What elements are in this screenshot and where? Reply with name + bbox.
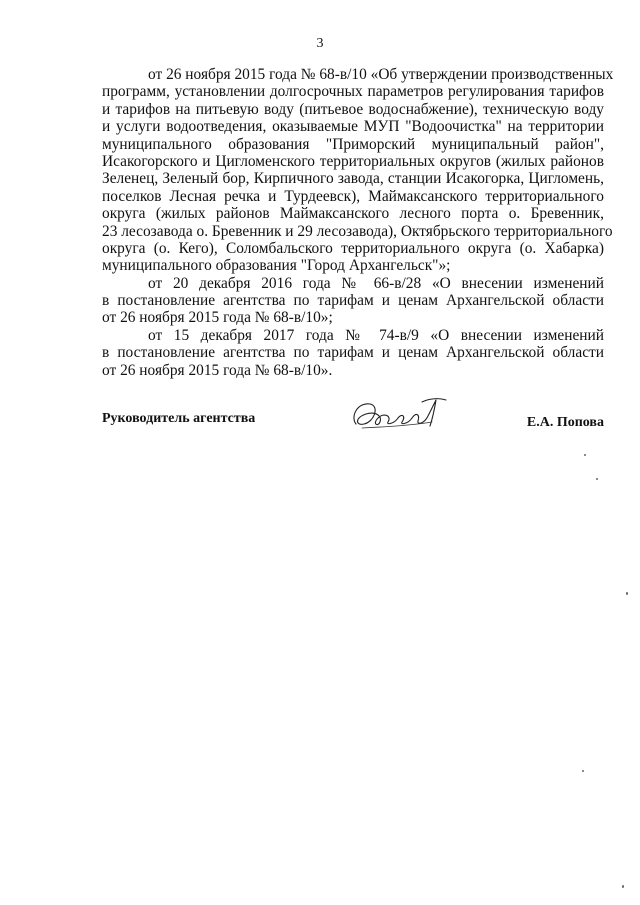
text-line: Зеленец, Зеленый бор, Кирпичного завода, станции Исакогорка, Цигломень, (102, 170, 604, 188)
text-line: от 26 ноября 2015 года № 68-в/10»; (102, 309, 333, 327)
text-line: округа (о. Кего), Соломбальского территориального округа (о. Хабарка) (102, 239, 604, 257)
text-line: в постановление агентства по тарифам и ценам Архангельской области (102, 344, 604, 362)
text-line: программ, установлении долгосрочных параметров регулирования тарифов (102, 83, 604, 101)
text-line: округа (жилых районов Маймаксанского лесного порта о. Бревенник, (102, 205, 604, 223)
document-body (102, 66, 614, 379)
text-line: и тарифов на питьевую воду (питьевое водоснабжение), техническую воду (102, 100, 604, 118)
paragraph-amendment-2016 (102, 275, 604, 327)
paragraph-amendment-2017 (102, 327, 604, 379)
paragraph-resolution-2015 (102, 66, 614, 275)
page-number: 3 (316, 36, 324, 51)
signature-block (102, 408, 604, 448)
scan-speck (584, 454, 586, 456)
scan-speck (582, 770, 584, 772)
text-line: и услуги водоотведения, оказываемые МУП "Водоочистка" на территории (102, 118, 604, 136)
text-line: от 26 ноября 2015 года № 68-в/10». (102, 361, 333, 379)
text-line: муниципального образования "Город Архангельск"»; (102, 257, 451, 275)
text-line: от 20 декабря 2016 года № 66-в/28 «О внесении изменений (148, 274, 604, 292)
signatory-name: Е.А. Попова (526, 415, 604, 430)
handwritten-signature (344, 394, 454, 438)
scan-speck (622, 885, 624, 888)
text-line: Исакогорского и Цигломенского территориальных округов (жилых районов (102, 152, 604, 170)
text-line: в постановление агентства по тарифам и ценам Архангельской области (102, 292, 604, 310)
text-line: от 26 ноября 2015 года № 68-в/10 «Об утверждении производственных (148, 66, 614, 83)
scan-speck (596, 478, 598, 480)
text-line: поселков Лесная речка и Турдеевск), Маймаксанского территориального (102, 187, 604, 205)
text-line: муниципального образования "Приморский муниципальный район", (102, 135, 604, 153)
text-line: 23 лесозавода о. Бревенник и 29 лесозавода), Октябрьского территориального (102, 222, 613, 240)
signatory-title: Руководитель агентства (102, 411, 256, 426)
text-line: от 15 декабря 2017 года № 74-в/9 «О внесении изменений (148, 326, 604, 344)
scan-speck (626, 592, 628, 595)
